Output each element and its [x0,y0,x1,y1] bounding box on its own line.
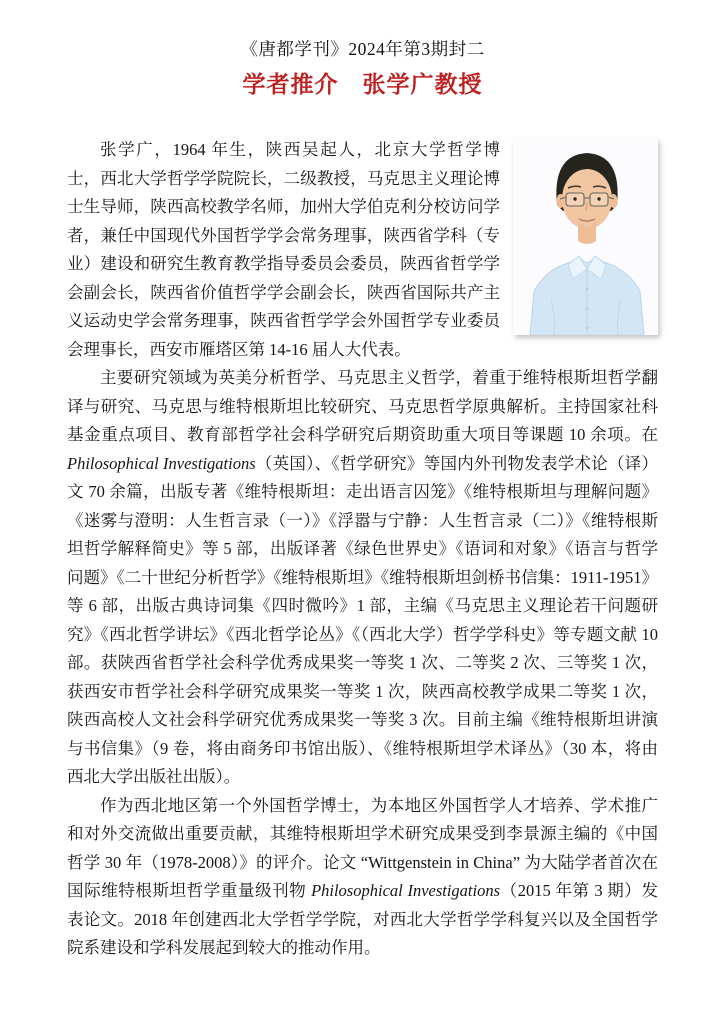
professor-photo [513,139,658,335]
bio-paragraph [67,136,658,364]
journal-issue-line: 《唐都学刊》2024年第3期封二 [240,39,485,59]
research-paragraph [67,364,658,792]
biography-body [67,136,658,963]
page-title: 学者推介 张学广教授 [242,72,483,97]
research-paragraph-text: 主要研究领域为英美分析哲学、马克思主义哲学，着重于维特根斯坦哲学翻译与研究、马克思与维特根斯坦比较研究、马克思哲学原典解析。主持国家社科基金重点项目、教育部哲学社会科学研究后期资助重大项目等课题 10 余项。在 Philosophical Investigations（英国）、《哲学研究》等国内外刊物发表学术论（译）文 70 余篇，出版专著《维特根斯坦：走出语言囚笼》《维特根斯坦与理解问题》《迷雾与澄明：人生哲言录（一）》《浮嚣与宁静：人生哲言录（二）》《维特根斯坦哲学解释简史》等 5 部，出版译著《绿色世界史》《语词和对象》《语言与哲学问题》《二十世纪分析哲学》《维特根斯坦》《维特根斯坦剑桥书信集：1911-1951》等 6 部，出版古典诗词集《四时微吟》1 部，主编《马克思主义理论若干问题研究》《西北哲学讲坛》《西北哲学论丛》《（西北大学）哲学学科史》等专题文献 10 部。获陕西省哲学社会科学优秀成果奖一等奖 1 次、二等奖 2 次、三等奖 1 次，获西安市哲学社会科学研究成果奖一等奖 1 次，陕西高校教学成果二等奖 1 次，陕西高校人文社会科学研究优秀成果奖一等奖 3 次。目前主编《维特根斯坦讲演与书信集》（9 卷，将由商务印书馆出版）、《维特根斯坦学术译丛》（30 本，将由西北大学出版社出版）。 [67,368,659,786]
portrait-illustration-icon [513,139,658,335]
bio-paragraph-text: 张学广，1964 年生，陕西吴起人，北京大学哲学博士，西北大学哲学学院院长，二级教授，马克思主义理论博士生导师，陕西高校教学名师，加州大学伯克利分校访问学者，兼任中国现代外国哲学学会常务理事，陕西省学科（专业）建设和研究生教育教学指导委员会委员，陕西省哲学学会副会长，陕西省价值哲学学会副会长，陕西省国际共产主义运动史学会常务理事，陕西省哲学学会外国哲学专业委员会理事长，西安市雁塔区第 14-16 届人大代表。 [67,140,500,359]
contribution-paragraph [67,792,658,963]
contribution-paragraph-text: 作为西北地区第一个外国哲学博士，为本地区外国哲学人才培养、学术推广和对外交流做出重要贡献，其维特根斯坦学术研究成果受到李景源主编的《中国哲学 30 年（1978-2008）》的评介。论文 “Wittgenstein in China” 为大陆学者首次在国际维特根斯坦哲学重量级刊物 Philosophical Investigations（2015 年第 3 期）发表论文。2018 年创建西北大学哲学学院，对西北大学哲学学科复兴以及全国哲学院系建设和学科发展起到较大的推动作用。 [67,795,659,957]
